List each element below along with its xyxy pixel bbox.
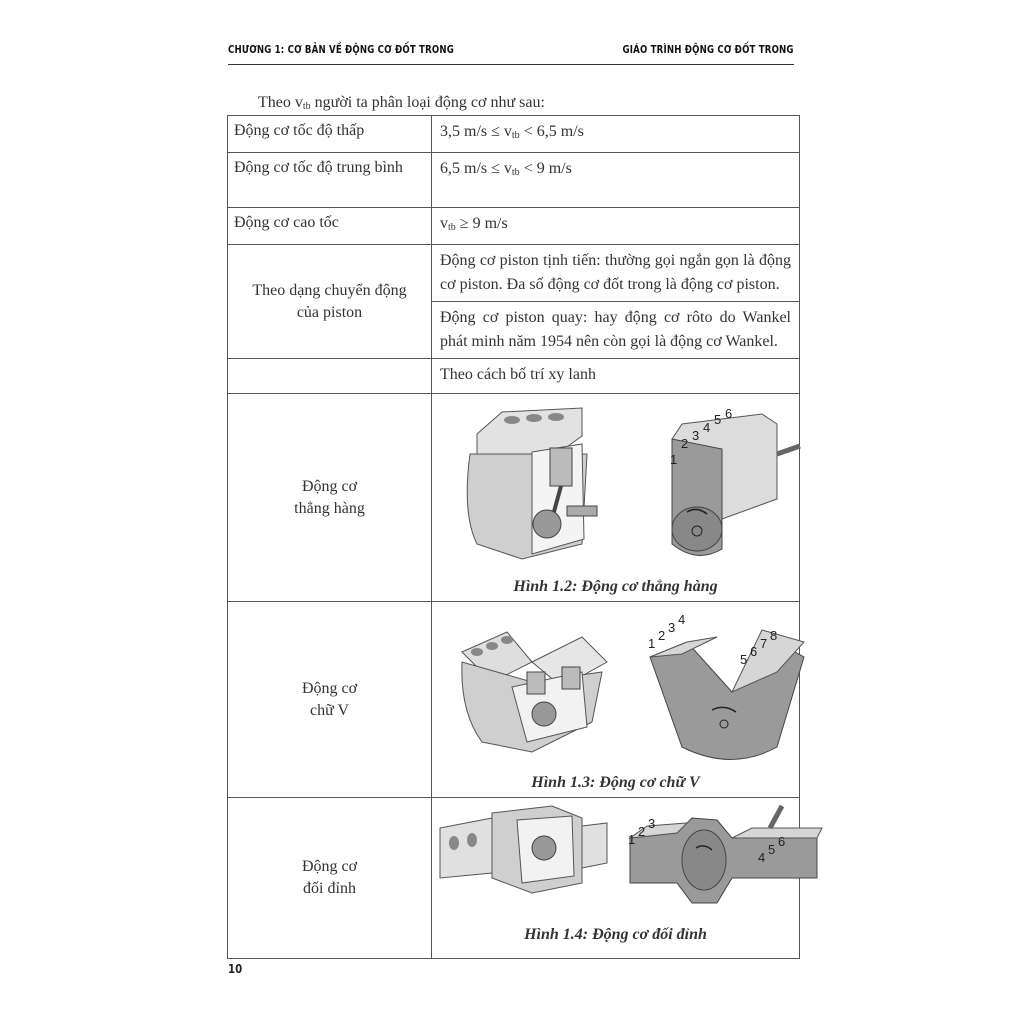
table-row xyxy=(228,153,800,208)
motion-type-label: Theo dạng chuyển động của piston xyxy=(228,245,432,359)
speed-class-condition: 6,5 $m/s \le v_{tb} < 9$ m/s xyxy=(432,153,800,208)
cylinder-number: 3 xyxy=(668,620,676,635)
inline-block-diagram xyxy=(670,406,800,555)
cylinder-number: 6 xyxy=(778,834,786,849)
cylinder-number: 1 xyxy=(648,636,656,651)
engine-label-v: Động cơ chữ V xyxy=(228,602,432,798)
cylinder-number: 4 xyxy=(703,420,711,435)
cylinder-number: 3 xyxy=(648,816,656,831)
cylinder-number: 1 xyxy=(670,452,678,467)
motion-type-rotary: Động cơ piston quay: hay động cơ rôto do Wankel phát minh năm 1954 nên còn gọi là động cơ Wankel. xyxy=(432,302,800,359)
engine-label-inline: Động cơ thẳng hàng xyxy=(228,394,432,602)
v-block-diagram xyxy=(648,612,804,760)
cylinder-number: 2 xyxy=(638,824,646,839)
motion-type-reciprocating: Động cơ piston tịnh tiến: thường gọi ngắn gọn là động cơ piston. Đa số động cơ đốt trong là động cơ piston. xyxy=(432,245,800,302)
table-row xyxy=(228,359,800,394)
figure-caption: Hình 1.2: Động cơ thẳng hàng xyxy=(513,578,718,595)
cylinder-number: 4 xyxy=(678,612,686,627)
cylinder-number: 8 xyxy=(770,628,778,643)
inline-engine-figure xyxy=(432,394,850,601)
running-header-book-title: GIÁO TRÌNH ĐỘNG CƠ ĐỐT TRONG xyxy=(622,44,794,56)
table-row xyxy=(228,116,800,153)
cylinder-number: 3 xyxy=(692,428,700,443)
table-row xyxy=(228,602,800,798)
table-row xyxy=(228,245,800,302)
table-row xyxy=(228,208,800,245)
v-engine-figure xyxy=(432,602,850,797)
cylinder-number: 5 xyxy=(714,412,722,427)
speed-class-label: Động cơ tốc độ trung bình xyxy=(228,153,432,208)
engine-label-boxer: Động cơ đối đỉnh xyxy=(228,798,432,959)
figure-caption: Hình 1.4: Động cơ đối đỉnh xyxy=(524,926,707,943)
cylinder-number: 5 xyxy=(740,652,748,667)
engine-classification-table xyxy=(227,115,800,959)
boxer-block-diagram xyxy=(628,806,822,903)
speed-class-label: Động cơ tốc độ thấp xyxy=(228,116,432,153)
page-number: 10 xyxy=(228,962,243,976)
cylinder-number: 6 xyxy=(750,644,758,659)
header-rule xyxy=(228,64,794,65)
cylinder-number: 1 xyxy=(628,832,636,847)
speed-class-condition: $v_{tb} \ge 9$ m/s xyxy=(432,208,800,245)
cylinder-number: 4 xyxy=(758,850,766,865)
figure-caption: Hình 1.3: Động cơ chữ V xyxy=(531,774,700,791)
inline-cutaway-illustration xyxy=(467,408,597,559)
speed-class-label: Động cơ cao tốc xyxy=(228,208,432,245)
cylinder-number: 5 xyxy=(768,842,776,857)
intro-text: Theo $v_{tb}$ người ta phân loại động cơ như sau: xyxy=(258,94,545,112)
speed-class-condition: 3,5 $m/s \le v_{tb} < 6,5$ m/s xyxy=(432,116,800,153)
cylinder-number: 7 xyxy=(760,636,768,651)
figure-cell-v xyxy=(432,602,800,798)
cylinder-number: 2 xyxy=(681,436,689,451)
figure-cell-boxer xyxy=(432,798,800,959)
cylinder-layout-heading: Theo cách bố trí xy lanh xyxy=(432,359,800,394)
table-row xyxy=(228,798,800,959)
boxer-cutaway-illustration xyxy=(440,806,607,893)
v-cutaway-illustration xyxy=(462,632,607,752)
cylinder-number: 2 xyxy=(658,628,666,643)
table-row xyxy=(228,394,800,602)
figure-cell-inline xyxy=(432,394,800,602)
cylinder-number: 6 xyxy=(725,406,733,421)
empty-cell xyxy=(228,359,432,394)
running-header-chapter: CHƯƠNG 1: CƠ BẢN VỀ ĐỘNG CƠ ĐỐT TRONG xyxy=(228,44,454,56)
